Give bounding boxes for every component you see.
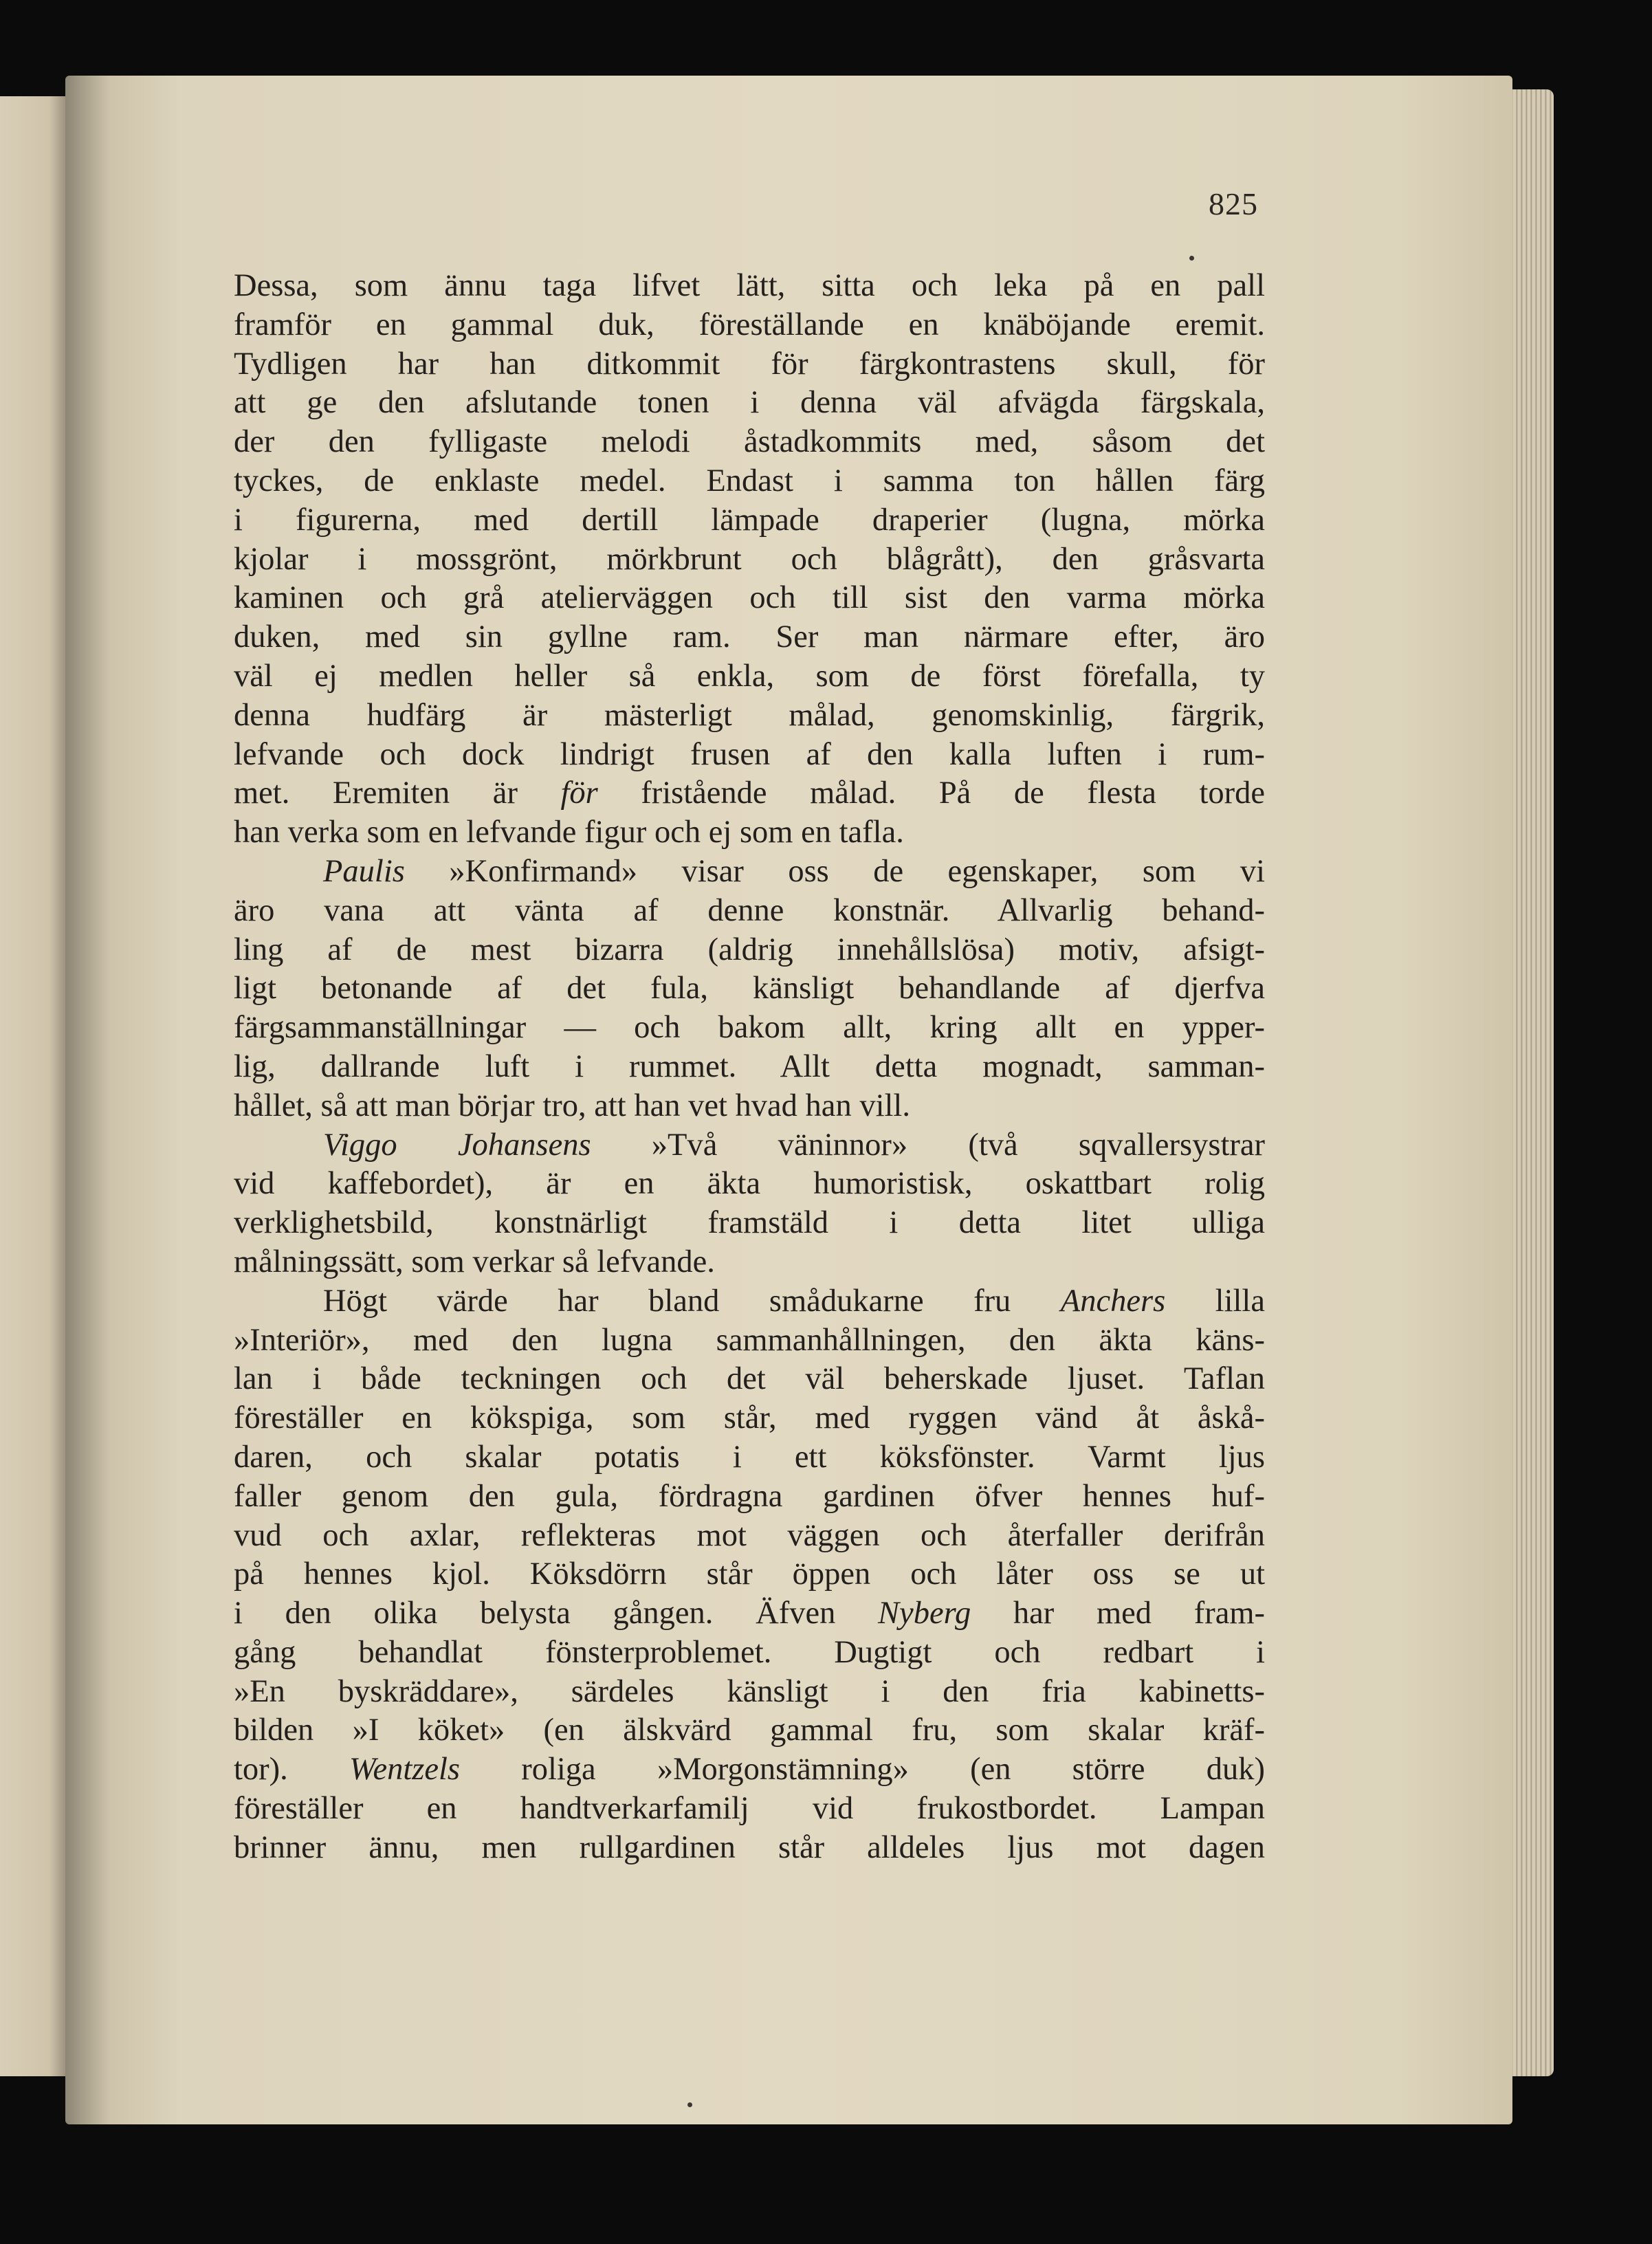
speck-mark [687, 2102, 692, 2107]
line-text: färgsammanställningar — och bakom allt, kring allt en ypper- [234, 1010, 1265, 1046]
italic-name: Viggo Johansens [323, 1127, 591, 1163]
italic-name: Wentzels [349, 1752, 461, 1788]
text-line [234, 1282, 1265, 1321]
text-line [234, 423, 1265, 462]
line-text: bilden »I köket» (en älskvärd gammal fru, som skalar kräf- [234, 1713, 1265, 1748]
line-text-post: har med fram- [971, 1596, 1266, 1631]
line-text: kaminen och grå atelierväggen och till sist den varma mörka [234, 580, 1265, 616]
text-line [234, 1165, 1265, 1204]
line-text: brinner ännu, men rullgardinen står alldeles ljus mot dagen [234, 1829, 1265, 1865]
text-line [234, 696, 1265, 736]
italic-name: för [560, 776, 598, 811]
line-text: på hennes kjol. Köksdörrn står öppen och låter oss se ut [234, 1556, 1265, 1592]
line-text: framför en gammal duk, föreställande en knäböjande eremit. [234, 307, 1265, 342]
text-line [234, 1204, 1265, 1243]
text-line [234, 657, 1265, 696]
text-line [234, 1829, 1265, 1868]
text-line [234, 969, 1265, 1009]
text-line [234, 1634, 1265, 1673]
text-line [234, 774, 1265, 813]
line-text: vud och axlar, reflekteras mot väggen och återfaller derifrån [234, 1517, 1265, 1553]
line-text-pre: met. Eremiten är [234, 776, 561, 811]
line-text: tyckes, de enklaste medel. Endast i samma ton hållen färg [234, 463, 1265, 498]
page-number: 825 [1209, 186, 1258, 221]
text-line [234, 1321, 1265, 1361]
line-text-pre: Högt värde har bland smådukarne fru [323, 1283, 1061, 1319]
line-text: Tydligen har han ditkommit för färgkontrastens skull, för [234, 346, 1265, 382]
line-text: föreställer en handtverkarfamilj vid frukostbordet. Lampan [234, 1791, 1265, 1827]
text-line [234, 736, 1265, 775]
line-text-post: lilla [1165, 1283, 1265, 1319]
line-text: lefvande och dock lindrigt frusen af den kalla luften i rum- [234, 736, 1265, 772]
text-line [234, 1243, 1265, 1282]
text-line [234, 1360, 1265, 1399]
line-text: målningssätt, som verkar så lefvande. [234, 1244, 715, 1279]
line-text: Dessa, som ännu taga lifvet lätt, sitta och leka på en pall [234, 268, 1265, 303]
text-line [234, 1750, 1265, 1790]
text-line [234, 892, 1265, 931]
line-text-post: »Två väninnor» (två sqvallersystrar [591, 1127, 1266, 1163]
line-text-pre: tor). [234, 1752, 349, 1788]
line-text: äro vana att vänta af denne konstnär. Allvarlig behand- [234, 892, 1265, 928]
line-text: han verka som en lefvande figur och ej som en tafla. [234, 815, 904, 850]
text-line [234, 1009, 1265, 1048]
line-text: lig, dallrande luft i rummet. Allt detta mognadt, samman- [234, 1048, 1265, 1084]
line-text: faller genom den gula, fördragna gardinen öfver hennes huf- [234, 1478, 1265, 1514]
text-line [234, 1790, 1265, 1829]
text-line [234, 306, 1265, 345]
line-text: verklighetsbild, konstnärligt framstäld i detta litet ulliga [234, 1205, 1265, 1241]
line-text: vid kaffebordet), är en äkta humoristisk, oskattbart rolig [234, 1166, 1265, 1202]
italic-name: Paulis [323, 853, 405, 889]
line-text: i figurerna, med dertill lämpade draperier (lugna, mörka [234, 502, 1265, 538]
line-text-post: roliga »Morgonstämning» (en större duk) [460, 1752, 1265, 1788]
text-line [234, 501, 1265, 540]
text-line [234, 345, 1265, 384]
line-text: att ge den afslutande tonen i denna väl afvägda färgskala, [234, 385, 1265, 421]
line-text: »En byskräddare», särdeles känsligt i den fria kabinetts- [234, 1673, 1265, 1709]
text-line [234, 1399, 1265, 1438]
text-line [234, 267, 1265, 306]
line-text: gång behandlat fönsterproblemet. Dugtigt och redbart i [234, 1634, 1265, 1670]
line-text: ligt betonande af det fula, känsligt behandlande af djerfva [234, 971, 1265, 1006]
line-text: lan i både teckningen och det väl beherskade ljuset. Taflan [234, 1361, 1265, 1397]
text-line [234, 1594, 1265, 1634]
text-line [234, 618, 1265, 657]
line-text: väl ej medlen heller så enkla, som de först förefalla, ty [234, 658, 1265, 694]
text-line [234, 1438, 1265, 1477]
text-line [234, 1555, 1265, 1594]
text-line [234, 1048, 1265, 1087]
text-line [234, 384, 1265, 423]
text-line [234, 1673, 1265, 1712]
line-text: föreställer en kökspiga, som står, med ryggen vänd åt åskå- [234, 1400, 1265, 1436]
italic-name: Anchers [1060, 1283, 1166, 1319]
text-line [234, 1126, 1265, 1165]
line-text-post: »Konfirmand» visar oss de egenskaper, som vi [404, 853, 1265, 889]
text-line [234, 931, 1265, 970]
text-line [234, 540, 1265, 580]
line-text: ling af de mest bizarra (aldrig innehållslösa) motiv, afsigt- [234, 932, 1265, 967]
line-text-pre: i den olika belysta gången. Äfven [234, 1596, 879, 1631]
text-line [234, 813, 1265, 852]
line-text: »Interiör», med den lugna sammanhållningen, den äkta käns- [234, 1322, 1265, 1358]
line-text: der den fylligaste melodi åstadkommits med, såsom det [234, 424, 1265, 460]
line-text: duken, med sin gyllne ram. Ser man närmare efter, äro [234, 619, 1265, 655]
italic-name: Nyberg [878, 1596, 971, 1631]
line-text: kjolar i mossgrönt, mörkbrunt och blågrått), den gråsvarta [234, 541, 1265, 577]
text-line [234, 1087, 1265, 1126]
body-text [234, 267, 1265, 1868]
speck-mark [1189, 256, 1194, 261]
text-line [234, 1517, 1265, 1556]
line-text: denna hudfärg är mästerligt målad, genomskinlig, färgrik, [234, 697, 1265, 733]
text-line [234, 852, 1265, 892]
text-line [234, 1711, 1265, 1750]
text-line [234, 579, 1265, 618]
line-text: hållet, så att man börjar tro, att han vet hvad han vill. [234, 1088, 910, 1123]
line-text: daren, och skalar potatis i ett köksfönster. Varmt ljus [234, 1439, 1265, 1475]
text-line [234, 1477, 1265, 1517]
text-line [234, 462, 1265, 501]
line-text-post: fristående målad. På de flesta torde [597, 776, 1265, 811]
